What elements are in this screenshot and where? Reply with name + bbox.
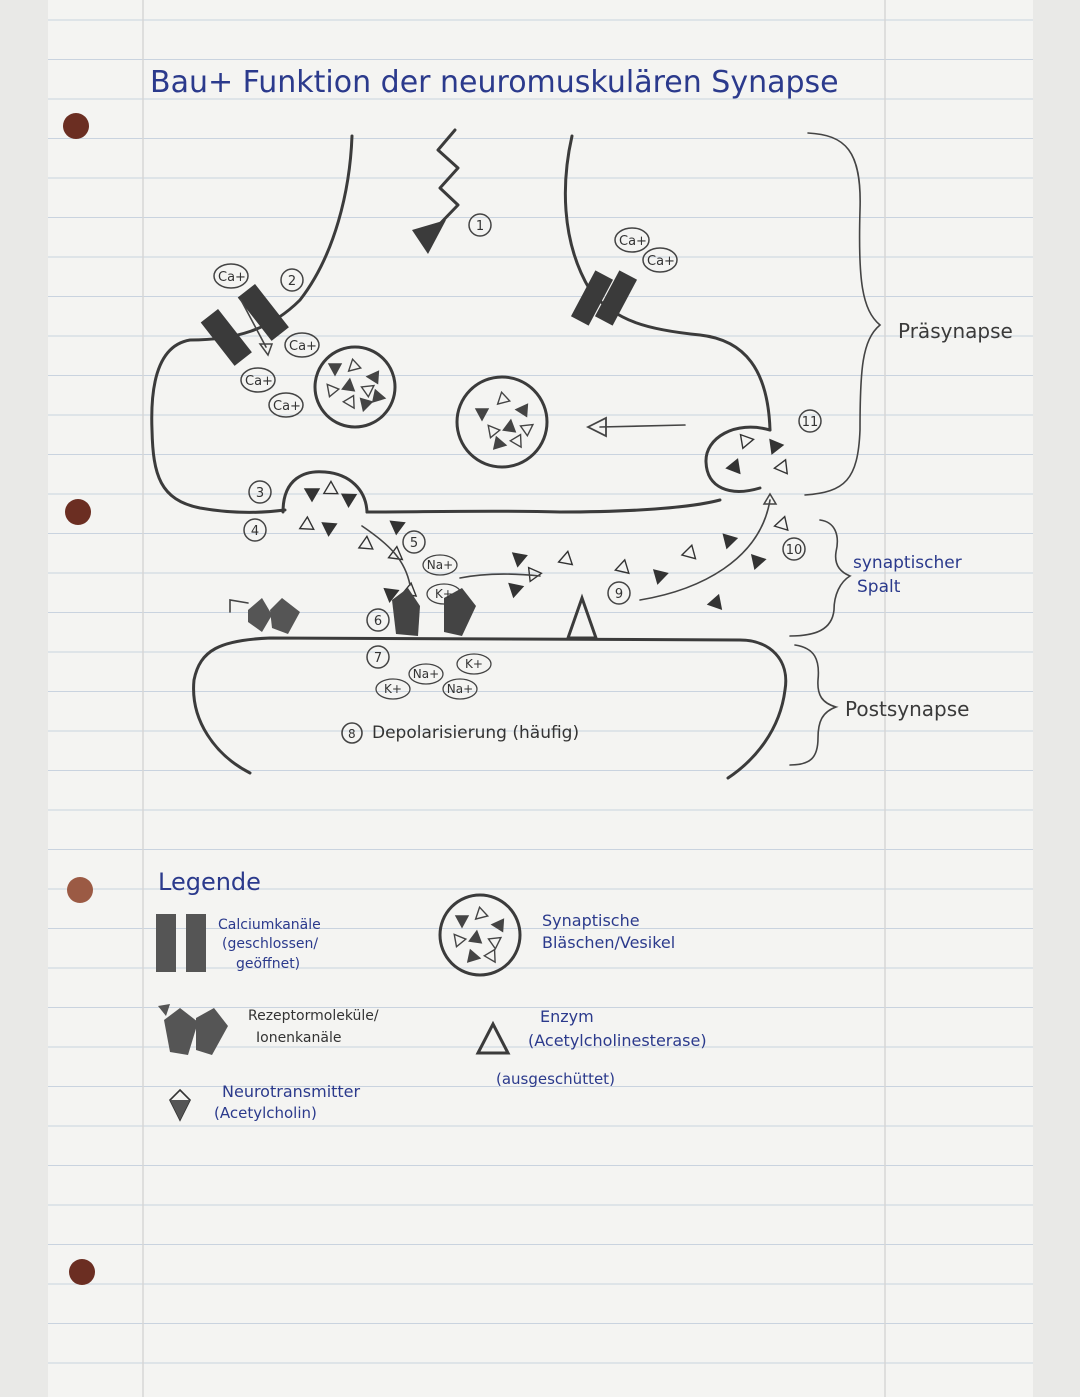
svg-text:Calciumkanäle: Calciumkanäle bbox=[218, 917, 321, 933]
svg-text:K+: K+ bbox=[384, 682, 402, 696]
svg-text:1: 1 bbox=[475, 219, 485, 234]
svg-text:Enzym: Enzym bbox=[540, 1007, 594, 1026]
svg-text:(Acetylcholin): (Acetylcholin) bbox=[214, 1104, 317, 1122]
hole-punch-4 bbox=[69, 1259, 95, 1285]
legend-heading: Legende bbox=[158, 868, 261, 896]
label-postsynapse: Postsynapse bbox=[845, 697, 970, 721]
svg-text:K+: K+ bbox=[465, 657, 483, 671]
svg-text:Na+: Na+ bbox=[426, 558, 454, 572]
svg-text:(Acetylcholinesterase): (Acetylcholinesterase) bbox=[528, 1031, 707, 1050]
svg-text:Bläschen/Vesikel: Bläschen/Vesikel bbox=[542, 933, 676, 952]
svg-text:10: 10 bbox=[785, 543, 803, 558]
svg-text:4: 4 bbox=[250, 524, 260, 539]
page-title: Bau+ Funktion der neuromuskulären Synapse bbox=[150, 65, 839, 100]
svg-text:8: 8 bbox=[348, 727, 356, 741]
svg-text:9: 9 bbox=[614, 587, 624, 602]
svg-text:Ca+: Ca+ bbox=[619, 234, 647, 249]
svg-text:Ca+: Ca+ bbox=[273, 399, 301, 414]
svg-text:(ausgeschüttet): (ausgeschüttet) bbox=[496, 1070, 615, 1088]
svg-text:Ca+: Ca+ bbox=[647, 254, 675, 269]
svg-text:6: 6 bbox=[373, 614, 383, 629]
depolarization-label bbox=[342, 723, 579, 743]
svg-text:Rezeptormoleküle/: Rezeptormoleküle/ bbox=[248, 1008, 379, 1024]
svg-text:Ionenkanäle: Ionenkanäle bbox=[256, 1030, 342, 1046]
svg-text:Synaptische: Synaptische bbox=[542, 911, 640, 930]
hole-punch-1 bbox=[63, 113, 89, 139]
svg-text:geöffnet): geöffnet) bbox=[236, 956, 301, 972]
svg-text:Na+: Na+ bbox=[446, 682, 474, 696]
label-cleft-2: Spalt bbox=[857, 577, 901, 597]
svg-text:Na+: Na+ bbox=[412, 667, 440, 681]
hole-punch-3 bbox=[67, 877, 93, 903]
hole-punch-2 bbox=[65, 499, 91, 525]
svg-text:Ca+: Ca+ bbox=[218, 270, 246, 285]
svg-text:3: 3 bbox=[255, 486, 265, 501]
label-presynapse: Präsynapse bbox=[898, 319, 1013, 343]
svg-text:7: 7 bbox=[373, 651, 383, 666]
svg-text:(geschlossen/: (geschlossen/ bbox=[222, 936, 319, 952]
svg-text:Ca+: Ca+ bbox=[289, 339, 317, 354]
svg-text:2: 2 bbox=[287, 274, 297, 289]
svg-text:K+: K+ bbox=[435, 587, 453, 601]
svg-text:Depolarisierung (häufig): Depolarisierung (häufig) bbox=[372, 723, 580, 743]
svg-text:11: 11 bbox=[801, 415, 819, 430]
svg-text:Ca+: Ca+ bbox=[245, 374, 273, 389]
svg-text:Neurotransmitter: Neurotransmitter bbox=[222, 1082, 361, 1101]
svg-text:5: 5 bbox=[409, 536, 419, 551]
label-cleft-1: synaptischer bbox=[853, 553, 962, 573]
